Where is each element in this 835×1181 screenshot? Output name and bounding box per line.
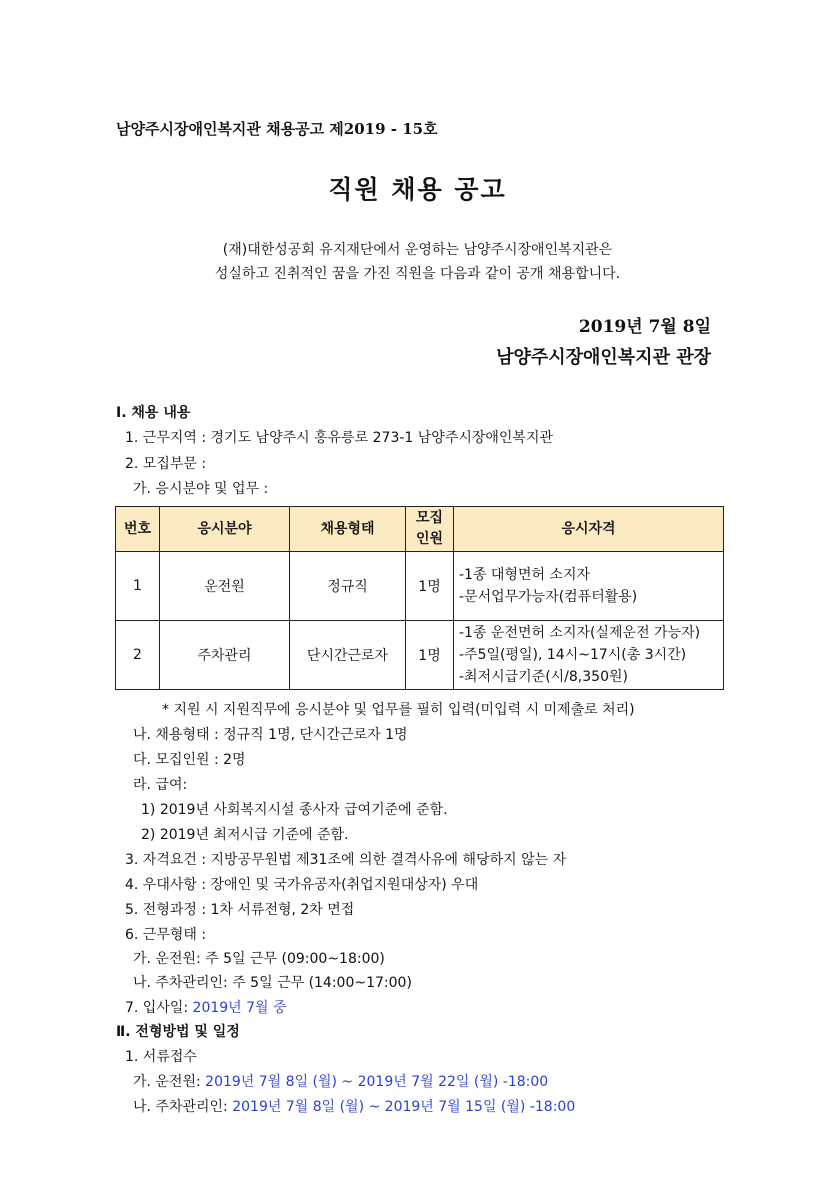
qual-line: -1종 대형면허 소지자 <box>459 567 591 583</box>
submission-driver-period: 2019년 7월 8일 (월) ~ 2019년 7월 22일 (월) -18:00 <box>205 1074 549 1090</box>
doc-submission: 1. 서류접수 <box>125 1049 197 1065</box>
work-type-driver: 가. 운전원: 주 5일 근무 (09:00~18:00) <box>133 951 385 967</box>
col-header-type: 채용형태 <box>290 507 406 552</box>
work-location: 1. 근무지역 : 경기도 남양주시 홍유릉로 273-1 남양주시장애인복지관 <box>125 430 554 446</box>
cell-qualification <box>454 552 724 621</box>
cell-type: 단시간근로자 <box>290 621 406 690</box>
preference: 4. 우대사항 : 장애인 및 국가유공자(취업지원대상자) 우대 <box>125 877 479 893</box>
submission-parking-label: 나. 주차관리인: <box>133 1099 233 1115</box>
start-date <box>125 997 287 1017</box>
qual-line: -주5일(평일), 14시~17시(총 3시간) <box>459 647 687 663</box>
submission-parking-period: 2019년 7월 8일 (월) ~ 2019년 7월 15일 (월) -18:00 <box>232 1099 576 1115</box>
qual-line: -최저시급기준(시/8,350원) <box>459 669 628 685</box>
work-type-parking: 나. 주차관리인: 주 5일 근무 (14:00~17:00) <box>133 975 412 991</box>
cell-type: 정규직 <box>290 552 406 621</box>
col-header-no: 번호 <box>116 507 160 552</box>
field-heading: 가. 응시분야 및 업무 : <box>133 481 269 497</box>
col-header-count <box>406 507 454 552</box>
recruit-dept: 2. 모집부문 : <box>125 456 207 472</box>
headcount: 다. 모집인원 : 2명 <box>133 752 246 768</box>
col-header-field: 응시분야 <box>160 507 290 552</box>
start-date-label: 7. 입사일: <box>125 1000 193 1016</box>
start-date-value: 2019년 7월 중 <box>192 1000 287 1016</box>
salary-item-1: 1) 2019년 사회복지시설 종사자 급여기준에 준함. <box>141 802 448 818</box>
submission-driver <box>133 1071 548 1091</box>
intro-line-2: 성실하고 진취적인 꿈을 가진 직원을 다음과 같이 공개 채용합니다. <box>214 266 621 282</box>
col-header-count-line2: 인원 <box>415 531 444 547</box>
salary-item-2: 2) 2019년 최저시급 기준에 준함. <box>141 827 349 843</box>
qual-line: -1종 운전면허 소지자(실제운전 가능자) <box>459 625 701 641</box>
page-title: 직원 채용 공고 <box>328 175 507 204</box>
notice-number: 남양주시장애인복지관 채용공고 제2019 - 15호 <box>116 120 438 138</box>
work-type-heading: 6. 근무형태 : <box>125 927 207 943</box>
section-2-heading: Ⅱ. 전형방법 및 일정 <box>116 1024 240 1040</box>
cell-no: 1 <box>116 552 160 621</box>
job-table <box>115 506 724 690</box>
signer: 남양주시장애인복지관 관장 <box>496 347 711 368</box>
salary-heading: 라. 급여: <box>133 777 188 793</box>
cell-field: 주차관리 <box>160 621 290 690</box>
cell-count: 1명 <box>406 621 454 690</box>
table-header-row <box>116 507 724 552</box>
cell-qualification <box>454 621 724 690</box>
notice-date: 2019년 7월 8일 <box>578 317 711 337</box>
intro-line-1: (재)대한성공회 유지재단에서 운영하는 남양주시장애인복지관은 <box>222 242 613 258</box>
cell-no: 2 <box>116 621 160 690</box>
qualification-requirement: 3. 자격요건 : 지방공무원법 제31조에 의한 결격사유에 해당하지 않는 자 <box>125 852 567 868</box>
submission-parking <box>133 1096 575 1116</box>
table-row <box>116 552 724 621</box>
col-header-count-line1: 모집 <box>415 510 444 526</box>
submission-driver-label: 가. 운전원: <box>133 1074 206 1090</box>
table-row <box>116 621 724 690</box>
col-header-qualification: 응시자격 <box>454 507 724 552</box>
employment-type: 나. 채용형태 : 정규직 1명, 단시간근로자 1명 <box>133 727 408 743</box>
qual-line: -문서업무가능자(컴퓨터활용) <box>459 589 638 605</box>
section-1-heading: Ⅰ. 채용 내용 <box>116 405 191 421</box>
table-note: * 지원 시 지원직무에 응시분야 및 업무를 필히 입력(미입력 시 미제출로 처리) <box>162 702 635 718</box>
selection-process: 5. 전형과정 : 1차 서류전형, 2차 면접 <box>125 902 355 918</box>
cell-field: 운전원 <box>160 552 290 621</box>
cell-count: 1명 <box>406 552 454 621</box>
